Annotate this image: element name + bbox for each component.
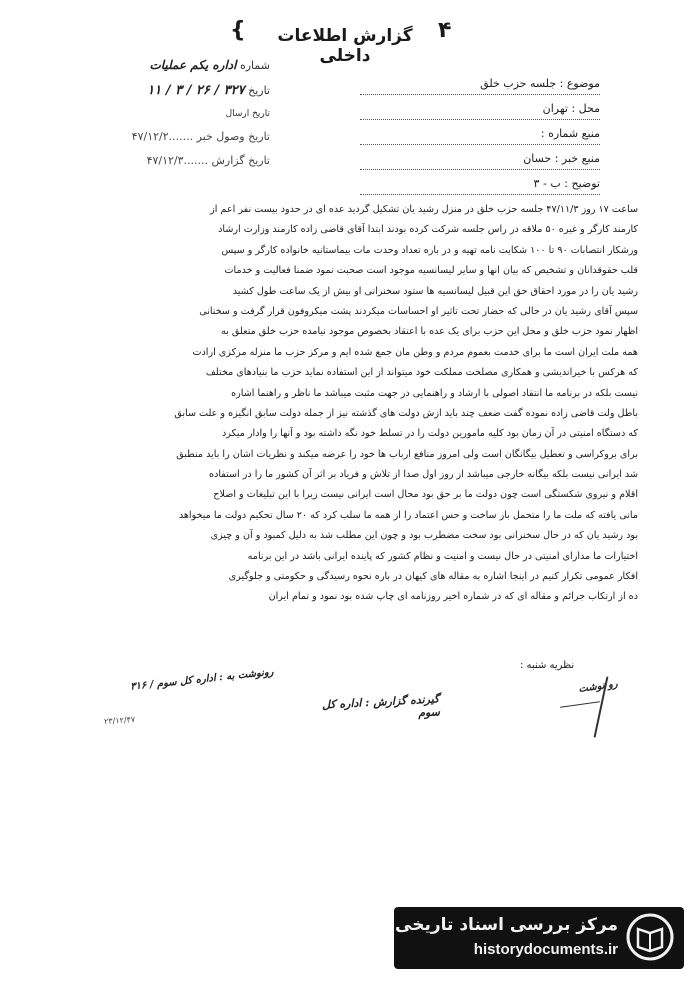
body-line: برای بروکراسی و تعطیل بیگانگان است ولی امروز منافع ارباب ها خود را عرضه میکند و نظریات اشان را باید منطبق	[176, 448, 638, 460]
tarikh-row	[90, 83, 270, 98]
body-line: بود رشید یان که در حال سخنرانی بود سخت مضطرب بود و چون این مطلب شد به دلیل کمبود و آن و چیزی	[210, 530, 638, 542]
shomare-label: شماره	[239, 59, 270, 72]
body-line: مانی یافته که ملت ما را متحمل بار ساخت و حس اعتماد را از همه ما سلب کرد که ۲۰ سال تحکیم دولت ما میخواهد	[178, 509, 638, 521]
tarikh-value: ۳۲۷ / ۲۶ / ۳ / ۱۱	[147, 83, 245, 98]
tarikh-vosul-row	[90, 130, 270, 143]
signature-right-text: رو نوشت	[577, 678, 619, 695]
tarikh-gozaresh-row	[90, 154, 270, 167]
manba-khabar-row: منبع خبر : حسان	[360, 149, 600, 170]
mahal-row: محل : تهران	[360, 99, 600, 120]
signature-left-date: ۲۳/۱۲/۴۷	[103, 714, 136, 727]
watermark-title: مرکز بررسی اسناد تاریخی	[395, 915, 618, 935]
body-line: اقلام و نیروی شکستگی است چون دولت ما بر حق بود محال است ایرانی نیست زیرا با این تبلیغات و اصلاح	[213, 489, 638, 501]
body-line: ساعت ۱۷ روز ۴۷/۱۱/۳ جلسه حزب خلق در منزل رشید یان تشکیل گردید عده ای در حدود بیست نفر اعم از	[210, 204, 638, 215]
tarikh-label: تاریخ	[248, 84, 270, 97]
body-line: افکار عمومی تکرار کنیم در اینجا اشاره به مقاله های کیهان در باره نحوه رسیدگی و حکومتی و جلوگیری	[228, 571, 638, 583]
body-line: رشید یان را در مورد احقاق حق این قبیل لیسانسیه ها ستود سخنرانی او بیش از یک ساعت طول کشید	[232, 285, 638, 297]
shomare-row	[90, 58, 270, 72]
body-line: قلب حقوقدانان و تشخیص که بیان انها و سایر لیسانسیه موجود است صحبت نمود ضمنا فعالیت و خدمات	[224, 265, 638, 277]
body-line: سپس آقای رشید یان در حالی که حضار تحت تاثیر او احساسات میکردند پشت میکروفون قرار گرفت و سخنانی	[199, 305, 638, 317]
header-right	[360, 74, 600, 199]
body-line: ورشکار انتصابات ۹۰ تا ۱۰۰ شکایت نامه تهیه و در باره تعداد وحدت مات بیماستانیه خانواده کارگر و سپس	[221, 244, 638, 256]
body-line: ده از ارتکاب جرائم و مقاله ای که در شماره اخیر روزنامه ای چاپ شده بود نمود و تمام ایران	[268, 591, 638, 603]
signature-left	[94, 667, 278, 736]
signature-middle-text: گیرنده گزارش : اداره کل سوم	[321, 692, 441, 720]
title-brace: {	[230, 18, 246, 43]
signature-left-line1: رونوشت به : اداره کل سوم / ۳۱۶	[129, 666, 275, 693]
body-line: نیست بلکه در برنامه ما انتقاد اصولی با ارشاد و راهنمایی در جهت مثبت میباشد ما ناظر و راهنما اشاره	[231, 387, 638, 399]
tozih-row: توضیح : ب - ۳	[360, 174, 600, 195]
manba-shomare-row: منبع شماره :	[360, 124, 600, 145]
watermark-banner	[394, 907, 684, 969]
tarikh-gozaresh: تاریخ گزارش .......۴۷/۱۲/۳	[146, 154, 270, 167]
body-line: اظهار نمود حزب خلق و محل این حزب برای یک عده با اعتقاد بخصوص موجود نیامده حزب خلق متعلق به	[221, 326, 638, 338]
body-line: که دستگاه امنیتی در آن زمان بود کلیه مامورین دولت را در تسلط خود نگه داشته بود و آنها را وادار میکرد	[221, 428, 638, 440]
report-body	[78, 200, 638, 608]
body-line: شد ایرانی نیست بلکه بیگانه خارجی میباشد از روز اول صدا از تلاش و فریاد بر اثر آن کشور ما را در استفاده	[209, 469, 638, 481]
book-logo-icon	[626, 913, 674, 961]
signature-middle	[299, 692, 441, 739]
body-line: کارمند کارگر و غیره ۵۰ ملاقه در راس جلسه شرکت کرده بودند ابتدا آقای قاضی زاده کارمند وزارت ارشاد	[218, 224, 638, 236]
body-line: که هرکس با خیراندیشی و همکاری مصلحت مملکت خود میتواند از این استفاده نماید حزب ما بنیادهای مختلف	[205, 367, 638, 379]
body-line: همه ملت ایران است ما برای خدمت بعموم مردم و وطن مان جمع شده ایم و مرکز حزب ما منزله مرکزی ارادت	[192, 346, 638, 358]
body-line: اختیارات ما مدارای امنیتی در حال نیست و امنیت و نظام کشور که پاینده ایرانی باشد در این برنامه	[247, 550, 638, 562]
mozu-row: موضوع : جلسه حزب خلق	[360, 74, 600, 95]
tarikh-vosul: تاریخ وصول خبر .......۴۷/۱۲/۲	[131, 130, 270, 143]
title-number: ۴	[438, 18, 452, 43]
page-title: گزارش اطلاعات داخلی	[277, 26, 413, 66]
tarikh-ersal-label: تاریخ ارسال	[225, 109, 270, 119]
comment-label: نظریه شنبه :	[520, 660, 575, 671]
shomare-value: اداره یکم عملیات	[149, 58, 237, 72]
watermark-url: historydocuments.ir	[473, 941, 618, 958]
header-left	[90, 58, 270, 178]
tarikh-ersal-row	[90, 109, 270, 119]
body-line: باطل ولت قاضی زاده نموده گفت ضعف چند باید ازش دولت های گذشته نیز از جمله دولت سابق انگیزه و علت سابق	[174, 407, 638, 419]
